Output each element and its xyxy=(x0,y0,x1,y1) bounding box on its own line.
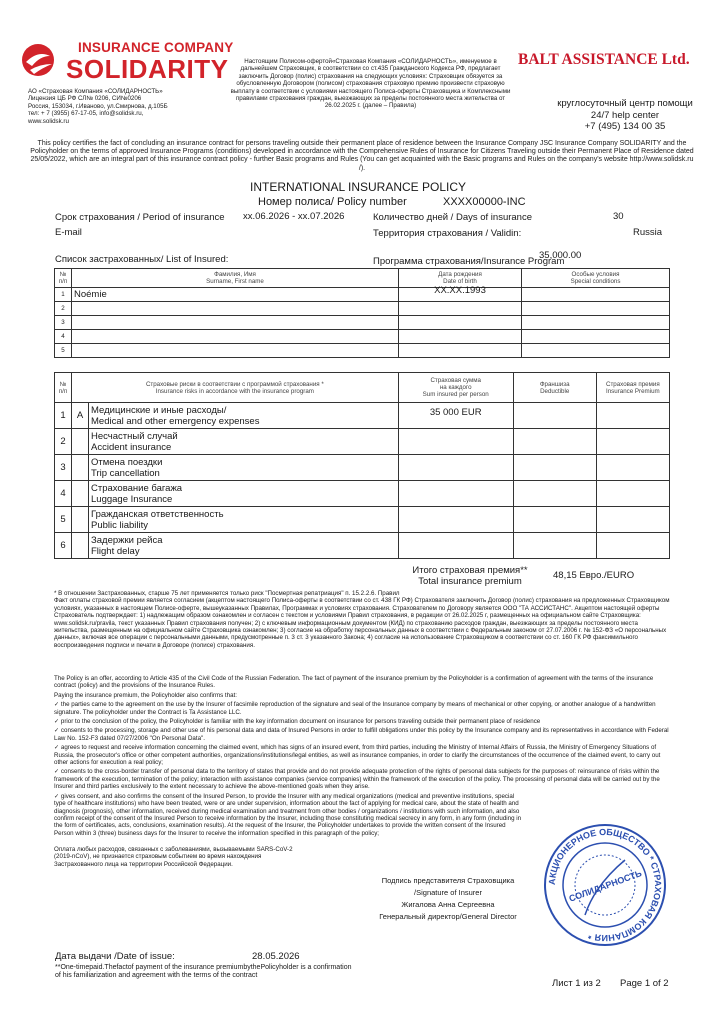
table-row xyxy=(55,344,670,358)
territory-value: Russia xyxy=(633,227,663,238)
risk-name-ru: Гражданская ответственность xyxy=(91,508,224,520)
insured-conditions xyxy=(522,288,670,302)
total-label-ru: Итого страховая премия** xyxy=(412,565,528,576)
signer-name: Жигалова Анна Сергеевна xyxy=(401,900,495,909)
table-header: Дата рождения Date of birth xyxy=(399,269,522,288)
table-header: Франшиза Deductible xyxy=(513,373,596,403)
risk-premium xyxy=(596,481,669,507)
help-line: круглосуточный центр помощи xyxy=(557,98,693,109)
risk-name xyxy=(89,455,399,481)
risk-sum xyxy=(398,533,513,559)
risk-letter xyxy=(72,533,89,559)
table-row xyxy=(55,533,670,559)
risk-deductible xyxy=(513,403,596,429)
row-number: 4 xyxy=(55,481,72,507)
total-value: 48,15 Евро./EURO xyxy=(553,570,635,581)
risk-letter xyxy=(72,507,89,533)
signer-title: Генеральный директор/General Director xyxy=(379,912,517,921)
logo-top-text: INSURANCE COMPANY xyxy=(78,40,234,55)
days-value: 30 xyxy=(613,211,624,222)
company-line: тел: + 7 (3955) 67-17-05, info@solidsk.ru, xyxy=(28,110,144,118)
company-stamp xyxy=(540,820,670,950)
risk-name-en: Luggage Insurance xyxy=(91,493,173,505)
insured-dob xyxy=(399,316,522,330)
table-row xyxy=(55,330,670,344)
note-paragraph: ✓ agrees to request and receive information concerning the claimed event, which has signs of an insured event, from third parties, including the Ministry of Internal Affairs of Russia, the Ministry of Emergency Situations of Russia, the prosecutor's office or other competent authorities, organizations/institutions/legal entities, as well as insurance companies, in order to clarify the circumstances of the occurrence of the claimed event, to carry out other actions for execution a real policy; xyxy=(54,744,661,767)
page-number-en: Page 1 of 2 xyxy=(620,978,669,989)
risk-name-en: Public liability xyxy=(91,519,149,531)
risk-name-en: Medical and other emergency expenses xyxy=(91,415,260,427)
certifies-text: This policy certifies the fact of concluding an insurance contract for persons traveling outside their permanent place of residence between the Insurance Company JSC Insurance Company SOLIDARITY and the Policyholder on the terms of approved Insurance Programs (conditions) developed in accordance with the Comprehensive Rules of Insurance for Citizens Traveling outside their Permanent Place of Residence dated 25/05/2022, which are an integral part of this insurance contract policy - further Basic programs and Rules (You can get acquainted with the Basic programs and Rules on the company's website http://www.solidsk.ru /). xyxy=(30,140,694,172)
table-row xyxy=(55,481,670,507)
total-label-en: Total insurance premium xyxy=(418,576,522,587)
email-label: E-mail xyxy=(55,227,82,238)
insured-dob xyxy=(399,344,522,358)
risk-name-ru: Задержки рейса xyxy=(91,534,163,546)
note-paragraph: * В отношении Застрахованных, старше 75 лет применяется только риск "Посмертная репатриация" п. 15.2.2.6. Правил xyxy=(54,590,400,597)
notes-ru xyxy=(54,590,674,649)
risk-name xyxy=(89,481,399,507)
covid-note xyxy=(54,846,354,868)
insured-table xyxy=(54,268,670,358)
total-label xyxy=(400,565,540,587)
risk-sum: 35 000 EUR xyxy=(398,403,513,429)
program-value: 35,000.00 xyxy=(539,250,582,261)
insured-conditions xyxy=(522,316,670,330)
territory-label: Территория страхования / Validin: xyxy=(373,228,522,239)
risk-sum xyxy=(398,455,513,481)
insured-dob xyxy=(399,330,522,344)
row-number: 5 xyxy=(55,344,72,358)
risk-letter xyxy=(72,481,89,507)
note-paragraph: ✓ consents to the cross-border transfer of personal data to the territory of states that provide and do not provide adequate protection of the rights of personal data subjects for the purposes of: reinsurance of risks within the framework of the execution, termination of the policy; interaction with assistance companies (service companies) within the framework of the execution of the policy. The processing of personal data will be carried out by the Insurer and third parties exclusively to the extent necessary to achieve the above-mentioned goals when they arise. xyxy=(54,768,660,791)
note-paragraph: Paying the insurance premium, the Policyholder also confirms that: xyxy=(54,691,237,699)
covid-line: (2019-nCoV), не признается страховым событием во время нахождения xyxy=(54,853,262,861)
insured-name xyxy=(72,316,399,330)
risk-sum xyxy=(398,481,513,507)
page-number-ru: Лист 1 из 2 xyxy=(552,978,601,989)
risk-sum xyxy=(398,507,513,533)
row-number: 2 xyxy=(55,302,72,316)
risk-name xyxy=(89,403,399,429)
risk-name-ru: Медицинские и иные расходы/ xyxy=(91,404,227,416)
issue-label: Дата выдачи /Date of issue: xyxy=(55,951,175,962)
risks-table xyxy=(54,372,670,559)
risk-premium xyxy=(596,533,669,559)
risk-premium xyxy=(596,455,669,481)
signature-line: Подпись представителя Страховщика xyxy=(381,876,515,885)
risk-deductible xyxy=(513,455,596,481)
table-header-row xyxy=(55,373,670,403)
insured-name xyxy=(72,330,399,344)
offer-text: Настоящим Полисом-офертой«Страховая Компания «СОЛИДАРНОСТЬ», именуемое в дальнейшем Страховщик, в соответствии со ст.435 Гражданского Кодекса РФ, предлагает заключить Договор (полис) страхования на следующих условиях: Страховщик обязуется за обусловленную Договором (полисом) страхования страховую премию произвести страховую выплату в соответствии с условиями настоящего Полиса-оферты Страховщика и Комплексными правилами страхования граждан, выезжающих за пределы постоянного места жительства от 26.02.2025 г. (далее – Правила) xyxy=(230,58,511,110)
insured-label: Список застрахованных/ List of Insured: xyxy=(55,254,229,265)
insured-dob: XX.XX.1993 xyxy=(399,288,522,302)
row-number: 5 xyxy=(55,507,72,533)
table-row xyxy=(55,455,670,481)
table-row xyxy=(55,403,670,429)
risk-deductible xyxy=(513,481,596,507)
risk-name xyxy=(89,533,399,559)
insured-name xyxy=(72,344,399,358)
period-value: xx.06.2026 - xx.07.2026 xyxy=(243,211,345,222)
policy-title: INTERNATIONAL INSURANCE POLICY xyxy=(250,180,467,194)
note-paragraph: ✓ the parties came to the agreement on the use by the Insurer of facsimile reproduction of the signature and seal of the Insurance company by means of mechanical or other copying, or another analogue of a handwritten signature. The policyholder under the Contract is Ta Assistance LLC. xyxy=(54,701,656,716)
risk-letter: A xyxy=(72,403,89,429)
table-header: № п/п xyxy=(55,269,72,288)
insured-conditions xyxy=(522,344,670,358)
table-header-row xyxy=(55,269,670,288)
note-paragraph: ✓ prior to the conclusion of the policy, the Policyholder is familiar with the key information document on insurance for persons traveling outside their permanent place of residence xyxy=(54,718,541,726)
table-header: Страховая премия Insurance Premium xyxy=(596,373,669,403)
table-row xyxy=(55,429,670,455)
company-logo xyxy=(20,40,234,84)
period-label: Срок страхования / Period of insurance xyxy=(55,212,225,223)
row-number: 4 xyxy=(55,330,72,344)
table-header: Фамилия, Имя Surname, First name xyxy=(72,269,399,288)
company-info xyxy=(28,88,228,125)
risk-premium xyxy=(596,507,669,533)
help-phone: +7 (495) 134 00 35 xyxy=(584,121,666,132)
table-row xyxy=(55,288,670,302)
row-number: 3 xyxy=(55,455,72,481)
risk-name-ru: Страхование багажа xyxy=(91,482,183,494)
stamp-center-text: СОЛИДАРНОСТЬ xyxy=(567,868,643,904)
signature-block xyxy=(368,875,528,923)
days-label: Количество дней / Days of insurance xyxy=(373,212,532,223)
stamp-ring-text: АКЦИОНЕРНОЕ ОБЩЕСТВО * СТРАХОВАЯ КОМПАНИЯ * xyxy=(546,826,664,944)
note-paragraph: ✓ gives consent, and also confirms the consent of the Insured Person, to provide the Insurer with any medical organizations (medical and preventive institutions, special type of healthcare institutions) who have been treated, were or are under supervision, information about the fact of applying for medical care, about the state of health and diagnosis (prognosis), other information, received during medical examination and treatment from other bodies / organizations / institutions with such information, and also confirm receipt of the consent of the Insured Person to receive information by the Insurer, including those constituting medical secrecy in any form, in any form (including in the form of certificates, acts, conclusions, examination results). At the request of the Insurer, the Policyholder undertakes to provide the written consent of the Insured Person within 3 (three) business days for the Insurer to receive the information specified in this paragraph of the policy; xyxy=(54,792,522,837)
insured-conditions xyxy=(522,302,670,316)
table-header: Страховые риски в соответствии с программой страхования * Insurance risks in accordance with the insurance program xyxy=(72,373,399,403)
risk-name-ru: Отмена поездки xyxy=(91,456,163,468)
footer-note: **One-timepaid.Thefactof payment of the insurance premiumbythePolicyholder is a confirmation of his familiarization and agreement with the terms of the contract xyxy=(55,964,352,980)
company-line: АО «Страховая Компания «СОЛИДАРНОСТЬ» xyxy=(28,88,163,95)
risk-premium xyxy=(596,403,669,429)
risk-name-en: Flight delay xyxy=(91,545,140,557)
program-label: Программа страхования/Insurance Program xyxy=(373,256,565,267)
row-number: 6 xyxy=(55,533,72,559)
risk-name xyxy=(89,429,399,455)
covid-line: Застрахованного лица на территории Российской Федерации. xyxy=(54,860,233,868)
solidarity-logo-icon xyxy=(20,42,60,78)
row-number: 3 xyxy=(55,316,72,330)
row-number: 1 xyxy=(55,288,72,302)
company-line: Россия, 153034, г.Иваново, ул.Смирнова, д.105Б xyxy=(28,102,168,110)
covid-line: Оплата любых расходов, связанных с заболеваниями, вызываемыми SARS-CoV-2 xyxy=(54,846,293,853)
notes-en xyxy=(54,675,674,837)
issue-date: 28.05.2026 xyxy=(252,951,300,962)
risk-letter xyxy=(72,429,89,455)
note-paragraph: Факт оплаты страховой премии является согласием (акцептом настоящего Полиса-оферты в соответствии со ст. 438 ГК РФ) Страхователя заключить Договор (полис) страхования на предложенных Страховщиком условиях, указанных в настоящем Полисе-оферте, вышеуказанных Правилах, Программах и условиях страхования. Страхователем по Договору является ООО "ТА АССИСТАНС". Акцептом настоящей оферты Страхователь подтверждает: 1) надлежащим образом ознакомлен и согласен с текстом и условиями Правил страхования, в редакции от 26.02.2025 г, размещенных на официальном сайте Страховщика: www.solidsk.ru/pravila, текст указанных Правил страхования получен; 2) с ключевым информационным документом (КИД) по страхованию расходов граждан, выезжающих за пределы постоянного места жительства, размещенным на официальном сайте Страховщика ознакомлен; 3) согласие на обработку персональных данных в соответствии с Федеральным законом от 27.07.2006 г. № 152-ФЗ «О персональных данных», включая все операции с персональными данными, предусмотренные п. 3 ст. 3 указанного Закона; 4) согласие на использование Страховщиком в соответствии со ст. 160 ГК РФ факсимильного воспроизведения подписи и печати в Договоре (полисе) страхования. xyxy=(54,597,670,649)
risk-premium xyxy=(596,429,669,455)
risk-name-ru: Несчастный случай xyxy=(91,430,178,442)
risk-deductible xyxy=(513,533,596,559)
policy-number: XXXX00000-INC xyxy=(443,196,526,208)
help-line: 24/7 help center xyxy=(590,109,660,121)
table-row xyxy=(55,316,670,330)
insured-name: Noémie xyxy=(72,288,399,302)
table-header: № п/п xyxy=(55,373,72,403)
policy-number-label: Номер полиса/ Policy number xyxy=(258,196,407,208)
help-center xyxy=(540,98,710,133)
note-paragraph: ✓ consents to the processing, storage and other use of his personal data and data of Insured Persons in order to fulfill obligations under this policy by the Insurance company and its representatives in accordance with Federal Law No. 152-F3 dated 07/27/2006 "On Personal Data". xyxy=(54,727,669,742)
risk-deductible xyxy=(513,429,596,455)
table-header: Особые условия Special conditions xyxy=(522,269,670,288)
insured-conditions xyxy=(522,330,670,344)
logo-main-text: SOLIDARITY xyxy=(66,54,229,84)
row-number: 1 xyxy=(55,403,72,429)
table-row xyxy=(55,302,670,316)
note-paragraph: The Policy is an offer, according to Article 435 of the Civil Code of the Russian Federation. The fact of payment of the insurance premium by the Policyholder is a confirmation of agreement with the terms of the insurance contract (policy) and the provisions of the Insurance Rules. xyxy=(54,675,654,690)
company-line: www.solidsk.ru xyxy=(28,117,69,125)
assistance-name: BALT ASSISTANCE Ltd. xyxy=(518,51,690,68)
company-line: Лицензия ЦБ РФ СЛ№ 0206, СИ№0206 xyxy=(28,95,142,103)
signature-line: /Signature of Insurer xyxy=(414,888,482,897)
table-row xyxy=(55,507,670,533)
row-number: 2 xyxy=(55,429,72,455)
risk-name-en: Accident insurance xyxy=(91,441,172,453)
insured-name xyxy=(72,302,399,316)
risk-name xyxy=(89,507,399,533)
risk-name-en: Trip cancellation xyxy=(91,467,160,479)
insured-dob xyxy=(399,302,522,316)
risk-letter xyxy=(72,455,89,481)
table-header: Страховая сумма на каждого Sum insured per person xyxy=(398,373,513,403)
risk-sum xyxy=(398,429,513,455)
risk-deductible xyxy=(513,507,596,533)
